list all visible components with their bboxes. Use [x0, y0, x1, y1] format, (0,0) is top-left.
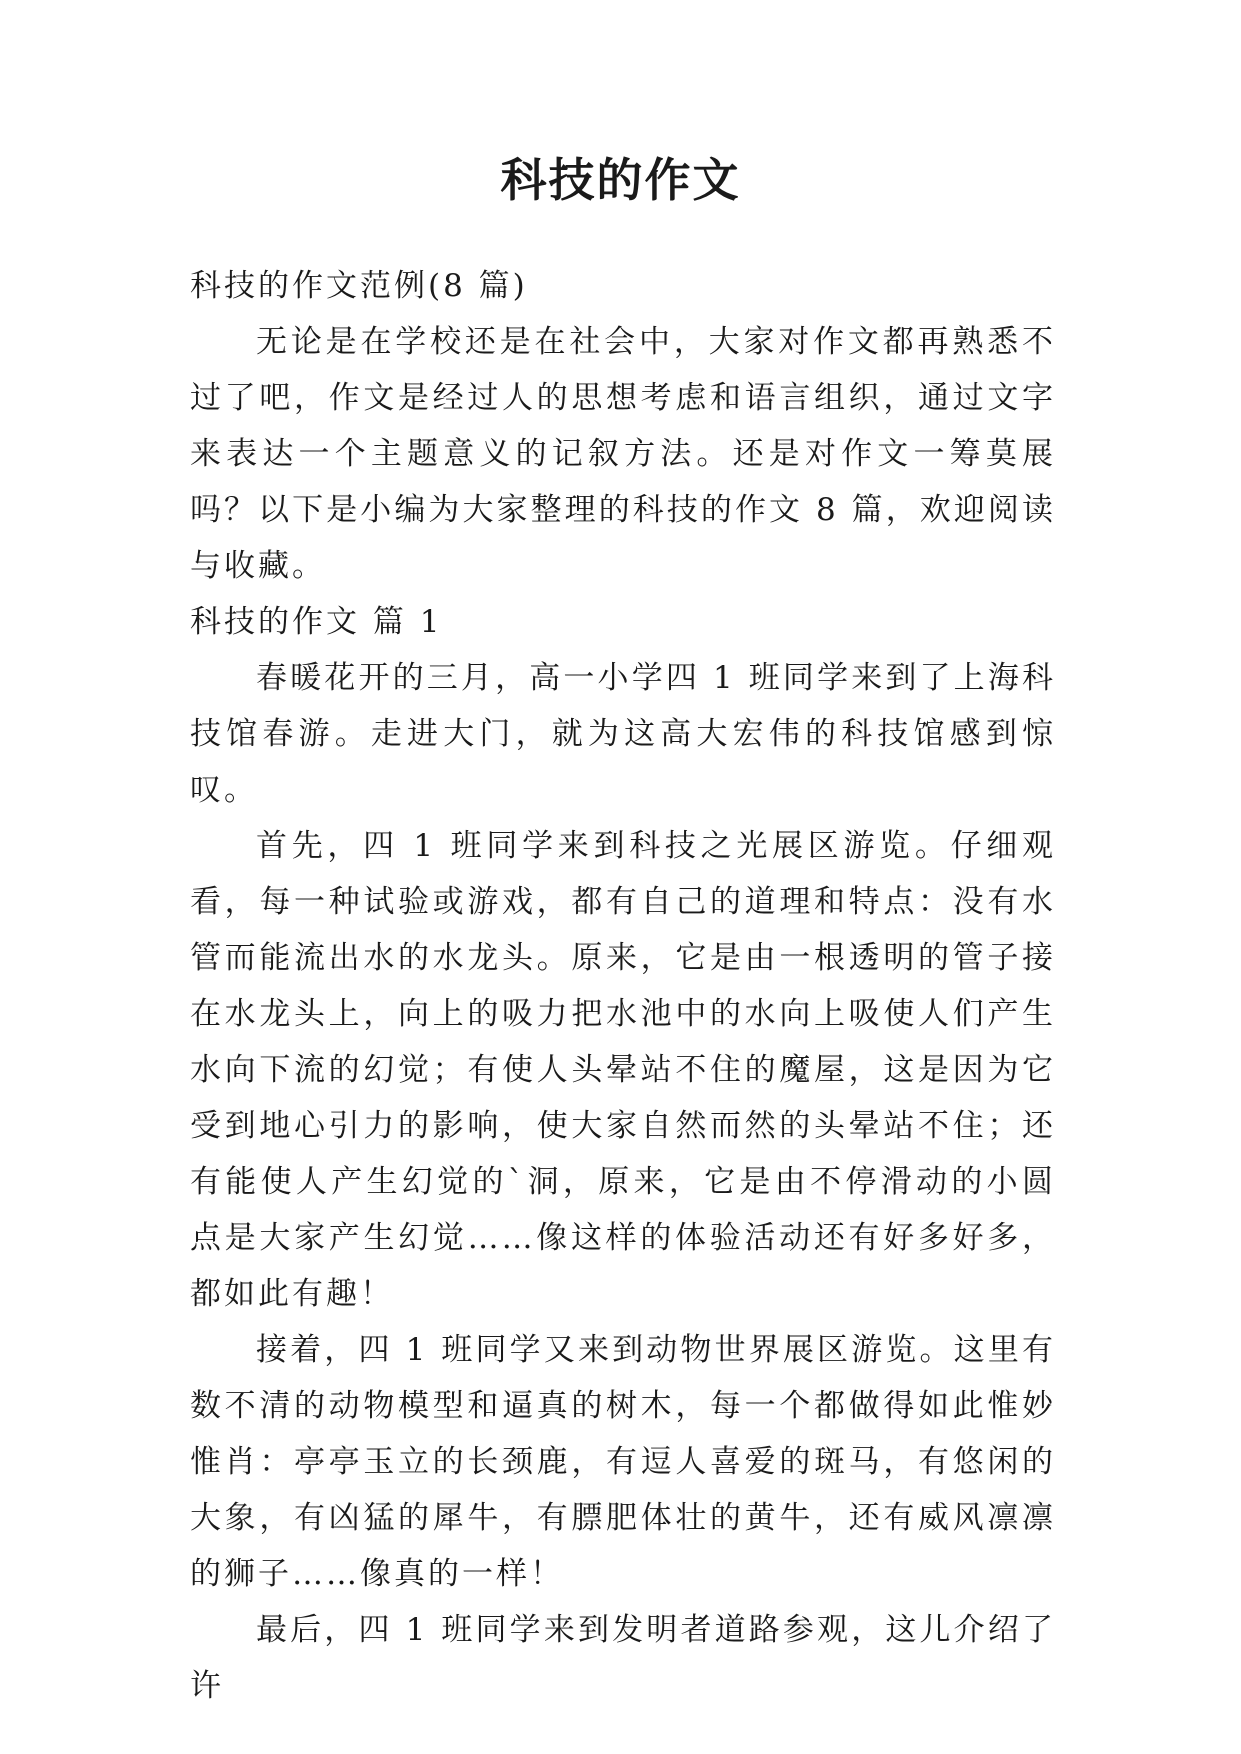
body-paragraph: 接着，四 1 班同学又来到动物世界展区游览。这里有数不清的动物模型和逼真的树木，每一个都做得如此惟妙惟肖：亭亭玉立的长颈鹿，有逗人喜爱的斑马，有悠闲的大象，有凶猛的犀牛，有膘肥体壮的黄牛，还有威风凛凛的狮子……像真的一样！	[190, 1332, 1056, 1592]
document-title: 科技的作文	[500, 153, 741, 207]
section-heading: 科技的作文 篇 1	[190, 604, 443, 640]
section-heading: 科技的作文范例(8 篇)	[190, 268, 528, 304]
document-body	[190, 258, 1056, 1714]
body-paragraph: 无论是在学校还是在社会中，大家对作文都再熟悉不过了吧，作文是经过人的思想考虑和语言组织，通过文字来表达一个主题意义的记叙方法。还是对作文一筹莫展吗？以下是小编为大家整理的科技的作文 8 篇，欢迎阅读与收藏。	[190, 324, 1056, 584]
body-paragraph: 春暖花开的三月，高一小学四 1 班同学来到了上海科技馆春游。走进大门，就为这高大宏伟的科技馆感到惊叹。	[190, 660, 1056, 808]
body-paragraph: 首先，四 1 班同学来到科技之光展区游览。仔细观看，每一种试验或游戏，都有自己的道理和特点：没有水管而能流出水的水龙头。原来，它是由一根透明的管子接在水龙头上，向上的吸力把水池中的水向上吸使人们产生水向下流的幻觉；有使人头晕站不住的魔屋，这是因为它受到地心引力的影响，使大家自然而然的头晕站不住；还有能使人产生幻觉的`洞，原来，它是由不停滑动的小圆点是大家产生幻觉……像这样的体验活动还有好多好多，都如此有趣！	[190, 828, 1056, 1312]
body-paragraph: 最后，四 1 班同学来到发明者道路参观，这儿介绍了许	[190, 1612, 1056, 1704]
